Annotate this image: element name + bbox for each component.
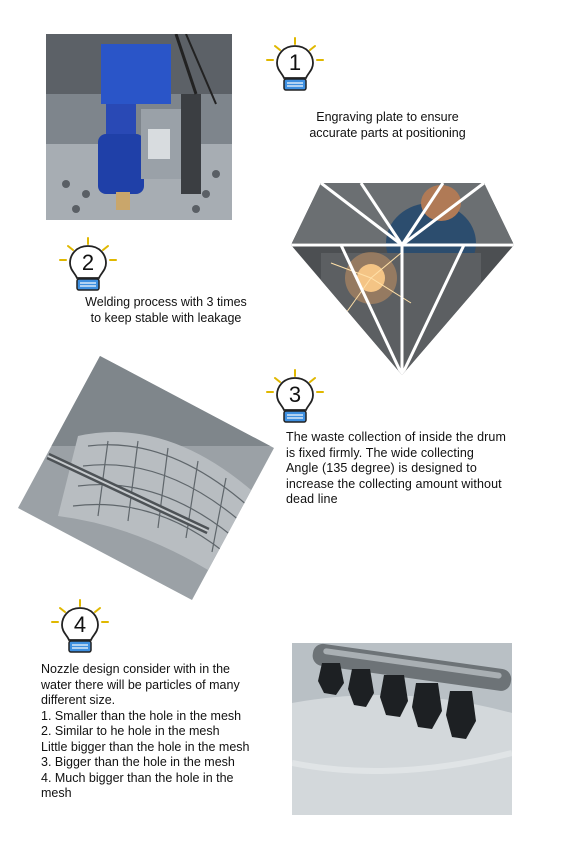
step-4-line: 3. Bigger than the hole in the mesh bbox=[41, 755, 235, 769]
step-3-line: The waste collection of inside the drum bbox=[286, 430, 506, 444]
step-4-line: Nozzle design consider with in the bbox=[41, 662, 230, 676]
welding-photo bbox=[291, 183, 514, 375]
drum-mesh-photo bbox=[18, 356, 274, 600]
step-3-text bbox=[286, 430, 526, 508]
step-1-text bbox=[280, 110, 495, 141]
step-2-line: to keep stable with leakage bbox=[90, 310, 242, 325]
step-3-icon bbox=[263, 366, 327, 428]
step-4-text bbox=[41, 662, 281, 802]
step-4-line: 4. Much bigger than the hole in the bbox=[41, 770, 234, 785]
step-4-line: different size. bbox=[41, 693, 116, 707]
step-1-icon bbox=[263, 34, 327, 96]
step-1-number: 1 bbox=[288, 50, 302, 75]
step-1-line: Engraving plate to ensure bbox=[316, 110, 459, 124]
step-4-line: Little bigger than the hole in the mesh bbox=[41, 739, 250, 754]
step-2-icon bbox=[56, 234, 120, 296]
step-4-line: 2. Similar to he hole in the mesh bbox=[41, 724, 220, 738]
step-4-number: 4 bbox=[73, 612, 87, 637]
step-2-line: Welding process with 3 times bbox=[85, 295, 247, 309]
nozzle-photo bbox=[292, 643, 512, 815]
step-2-number: 2 bbox=[81, 250, 95, 275]
step-1-line: accurate parts at positioning bbox=[309, 125, 466, 140]
step-2-text bbox=[66, 295, 266, 326]
step-3-line: Angle (135 degree) is designed to bbox=[286, 461, 477, 475]
step-4-line: water there will be particles of many bbox=[41, 677, 240, 692]
step-3-number: 3 bbox=[288, 382, 302, 407]
step-4-line: 1. Smaller than the hole in the mesh bbox=[41, 708, 242, 723]
step-4-icon bbox=[48, 596, 112, 658]
step-4-line: mesh bbox=[41, 786, 72, 800]
step-3-line: increase the collecting amount without bbox=[286, 476, 502, 491]
laser-head-photo bbox=[46, 34, 232, 220]
step-3-line: dead line bbox=[286, 492, 338, 506]
step-3-line: is fixed firmly. The wide collecting bbox=[286, 445, 474, 460]
